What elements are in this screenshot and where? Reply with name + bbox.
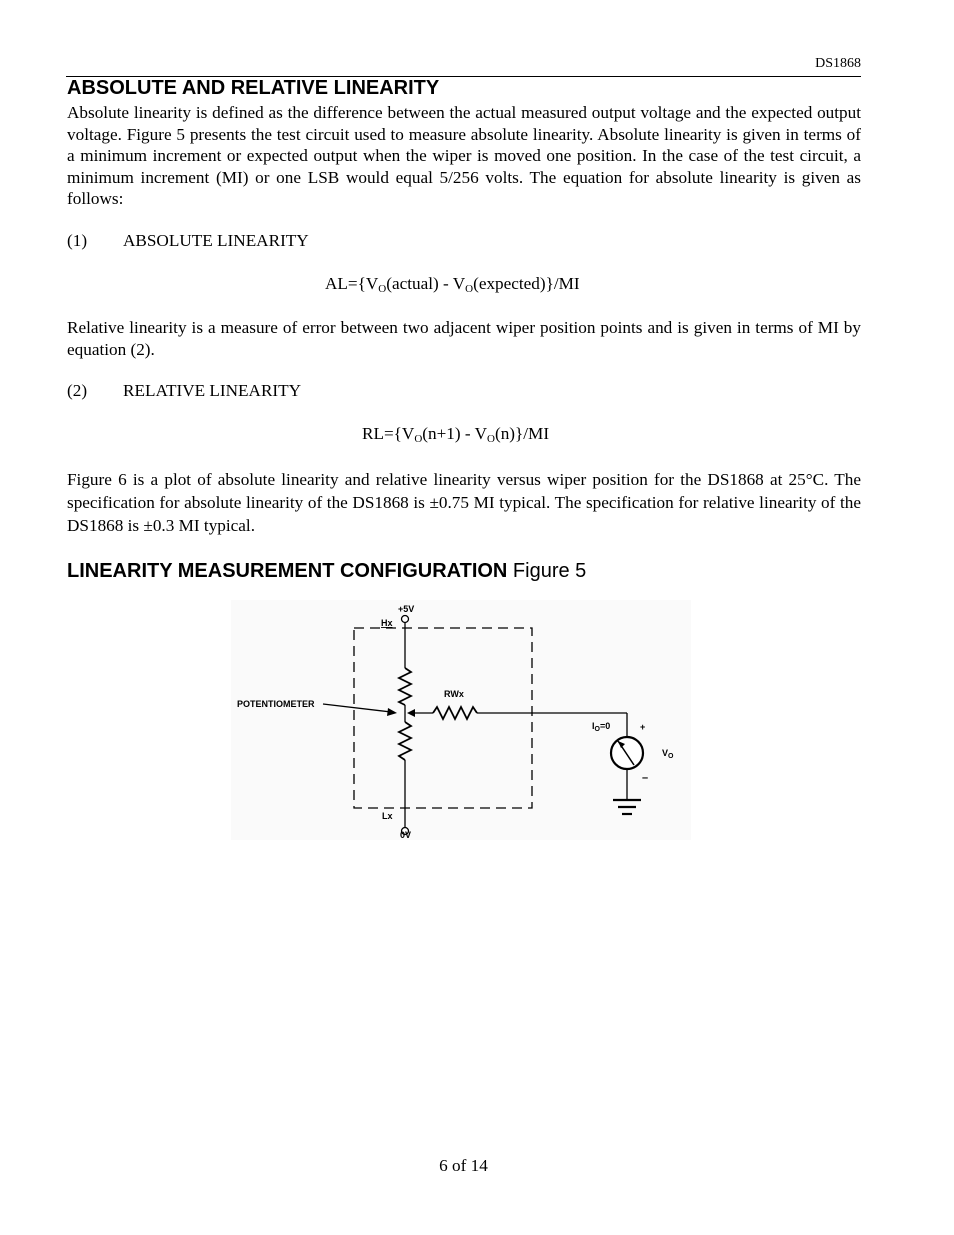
label-vo-sub: O xyxy=(668,753,674,760)
figure6-paragraph: Figure 6 is a plot of absolute linearity and relative linearity versus wiper position for the DS1868 at 25°C. The specification for absolute linearity of the DS1868 is ±0.75 MI typical. The specification for relative linearity of the DS1868 is ±0.3 MI typical. xyxy=(67,470,861,535)
equation-2-name: RELATIVE LINEARITY xyxy=(123,381,302,400)
resistor-rwx xyxy=(433,707,477,719)
intro-paragraph: Absolute linearity is defined as the difference between the actual measured output voltage and the expected output voltage. Figure 5 presents the test circuit used to measure absolute linearity. Absolute linearity is given in terms of a minimum increment or expected output when the wiper is moved one position. In the case of the test circuit, a minimum increment (MI) or one LSB would equal 5/256 volts. The equation for absolute linearity is given as follows: xyxy=(67,103,861,208)
equation-1-formula xyxy=(325,274,580,295)
eq1-part1: AL={V xyxy=(325,274,379,293)
page-number: 6 of 14 xyxy=(439,1156,488,1175)
eq2-sub1: O xyxy=(414,433,423,445)
label-io-zero xyxy=(592,721,610,733)
label-vo xyxy=(662,748,674,760)
potentiometer-pointer xyxy=(323,704,391,712)
document-id: DS1868 xyxy=(815,56,861,71)
eq2-sub2: O xyxy=(487,433,495,445)
label-rwx: RWx xyxy=(444,689,464,699)
label-vo-v: V xyxy=(662,748,669,758)
label-plus5v: +5V xyxy=(398,604,415,614)
terminal-hx xyxy=(402,616,409,623)
eq2-part2: (n+1) - V xyxy=(422,424,488,443)
label-plus: + xyxy=(640,722,646,732)
label-io-i: I xyxy=(592,721,595,731)
resistor-lower xyxy=(399,722,411,760)
potentiometer-pointer-head xyxy=(387,708,397,716)
equation-2-number: (2) xyxy=(67,381,88,400)
equation-2-formula xyxy=(362,424,549,445)
section-heading-linearity: ABSOLUTE AND RELATIVE LINEARITY xyxy=(67,77,440,99)
eq1-part3: (expected)}/MI xyxy=(473,274,580,293)
label-hx: Hx xyxy=(381,618,393,628)
eq2-part3: (n)}/MI xyxy=(494,424,550,443)
voltmeter-icon xyxy=(611,737,643,769)
figure5-title xyxy=(67,560,586,583)
resistor-upper xyxy=(399,668,411,705)
relative-linearity-paragraph: Relative linearity is a measure of error between two adjacent wiper position points and is given in terms of MI by equation (2). xyxy=(67,318,861,359)
linearity-circuit-diagram xyxy=(231,600,691,840)
label-io-sub: O xyxy=(594,726,600,733)
wiper-arrowhead xyxy=(407,709,415,717)
eq2-part1: RL={V xyxy=(362,424,415,443)
label-minus: – xyxy=(642,772,649,784)
figure5-title-number: Figure 5 xyxy=(507,560,587,582)
equation-1-name: ABSOLUTE LINEARITY xyxy=(123,231,309,250)
label-lx: Lx xyxy=(382,811,393,821)
eq1-part2: (actual) - V xyxy=(386,274,466,293)
label-0v: 0V xyxy=(400,830,412,840)
equation-1-number: (1) xyxy=(67,231,88,250)
eq1-sub2: O xyxy=(465,283,474,295)
figure5-title-bold: LINEARITY MEASUREMENT CONFIGURATION xyxy=(67,560,508,582)
label-io-rest: =0 xyxy=(599,721,611,731)
label-potentiometer: POTENTIOMETER xyxy=(237,699,315,709)
eq1-sub1: O xyxy=(378,283,387,295)
